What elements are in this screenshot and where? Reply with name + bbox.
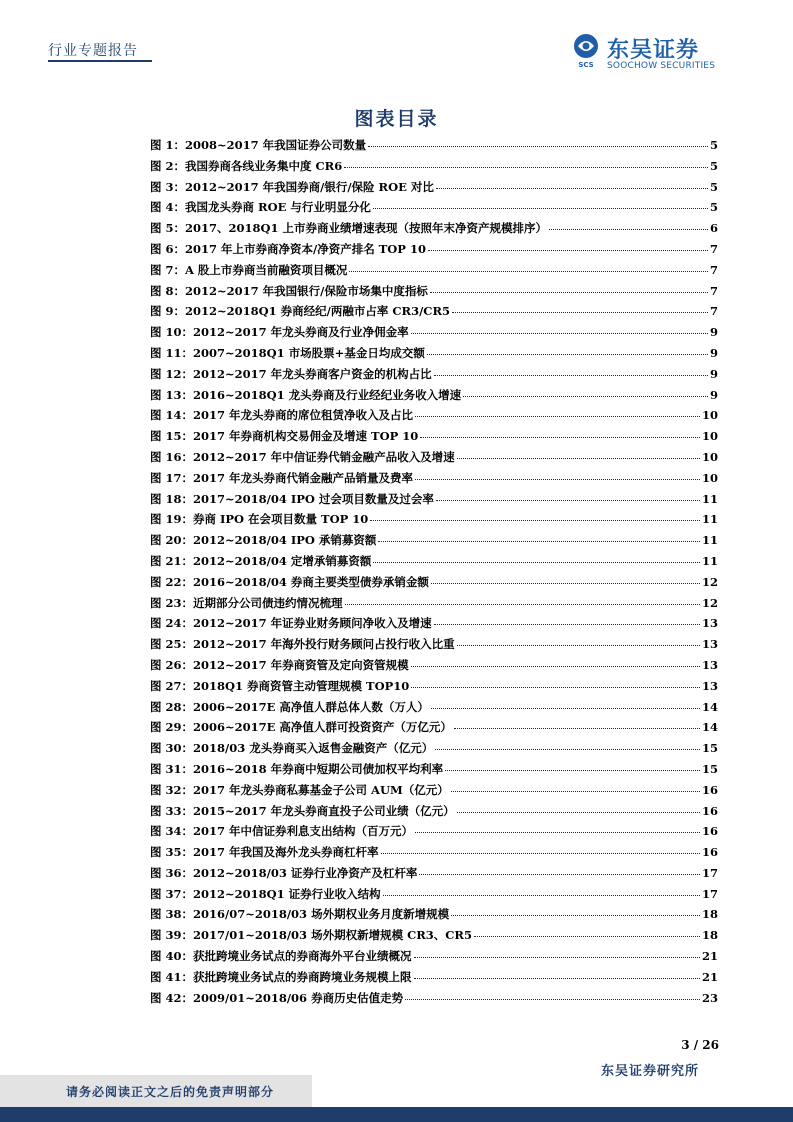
toc-leader-dots xyxy=(344,166,708,168)
toc-leader-dots xyxy=(349,270,708,272)
toc-entry-label: 图 19：券商 IPO 在会项目数量 TOP 10 xyxy=(150,512,369,527)
toc-entry-page: 13 xyxy=(701,657,718,672)
toc-entry-page: 11 xyxy=(701,553,718,568)
brand-abbr: SCS xyxy=(578,61,594,69)
toc-entry-label: 图 22：2016~2018/04 券商主要类型债券承销金额 xyxy=(150,574,429,589)
page-number: 3 / 26 xyxy=(681,1038,719,1052)
footer-strip xyxy=(0,1107,793,1122)
toc-entry-label: 图 1：2008~2017 年我国证券公司数量 xyxy=(150,138,367,152)
toc-entry-label: 图 35：2017 年我国及海外龙头券商杠杆率 xyxy=(150,845,379,860)
toc-entry-label: 图 7：A 股上市券商当前融资项目概况 xyxy=(150,262,348,277)
toc-entry-label: 图 36：2012~2018/03 证券行业净资产及杠杆率 xyxy=(150,865,418,880)
report-type-label: 行业专题报告 xyxy=(48,43,138,59)
toc-entry-page: 7 xyxy=(709,262,718,277)
toc-leader-dots xyxy=(381,852,700,854)
toc-entry-label: 图 42：2009/01~2018/06 券商历史估值走势 xyxy=(150,990,404,1005)
toc-entry-label: 图 23：近期部分公司债违约情况梳理 xyxy=(150,595,343,610)
toc-leader-dots xyxy=(457,644,700,646)
toc-entry-label: 图 2：我国券商各线业务集中度 CR6 xyxy=(150,158,343,173)
toc-leader-dots xyxy=(370,519,700,521)
toc-entry-label: 图 26：2012~2017 年券商资管及定向资管规模 xyxy=(150,657,409,672)
toc-entry-label: 图 3：2012~2017 年我国券商/银行/保险 ROE 对比 xyxy=(150,179,434,194)
header-underline xyxy=(48,60,152,62)
toc-entry-label: 图 31：2016~2018 年券商中短期公司债加权平均利率 xyxy=(150,761,444,776)
toc-entry-label: 图 12：2012~2017 年龙头券商客户资金的机构占比 xyxy=(150,366,432,381)
toc-leader-dots xyxy=(414,977,700,979)
toc-entry[interactable] xyxy=(150,449,718,470)
toc-leader-dots xyxy=(454,727,700,729)
toc-entry-page: 14 xyxy=(701,720,718,735)
toc-entry[interactable] xyxy=(150,865,718,886)
footer-disclaimer: 请务必阅读正文之后的免责声明部分 xyxy=(66,1085,275,1099)
toc-leader-dots xyxy=(368,145,708,147)
toc-entry[interactable] xyxy=(150,906,718,927)
toc-entry-label: 图 18：2017~2018/04 IPO 过会项目数量及过会率 xyxy=(150,491,434,506)
toc-entry[interactable] xyxy=(150,719,718,740)
toc-entry-page: 5 xyxy=(709,158,718,173)
brand-name-cn: 东吴证券 xyxy=(607,38,700,63)
toc-entry-page: 15 xyxy=(701,761,718,776)
institute-name: 东吴证券研究所 xyxy=(600,1064,699,1079)
toc-entry-page: 23 xyxy=(701,990,718,1005)
toc-entry[interactable] xyxy=(150,740,718,761)
toc-entry[interactable] xyxy=(150,199,718,220)
toc-entry[interactable] xyxy=(150,761,718,782)
toc-entry[interactable] xyxy=(150,636,718,657)
toc-entry-label: 图 27：2018Q1 券商资管主动管理规模 TOP10 xyxy=(150,678,410,693)
toc-leader-dots xyxy=(434,374,708,376)
toc-entry[interactable] xyxy=(150,782,718,803)
toc-leader-dots xyxy=(405,998,700,1000)
toc-leader-dots xyxy=(435,748,700,750)
toc-entry-label: 图 32：2017 年龙头券商私募基金子公司 AUM（亿元） xyxy=(150,782,449,797)
toc-entry[interactable] xyxy=(150,532,718,553)
toc-entry-label: 图 33：2015~2017 年龙头券商直投子公司业绩（亿元） xyxy=(150,803,455,818)
toc-leader-dots xyxy=(430,291,708,293)
toc-entry-page: 6 xyxy=(709,221,718,236)
toc-leader-dots xyxy=(415,831,700,833)
toc-entry[interactable] xyxy=(150,262,718,283)
toc-entry-label: 图 20：2012~2018/04 IPO 承销募资额 xyxy=(150,533,377,548)
toc-entry[interactable] xyxy=(150,657,718,678)
toc-leader-dots xyxy=(431,582,700,584)
toc-entry-page: 16 xyxy=(701,824,718,839)
toc-entry-page: 18 xyxy=(701,928,718,943)
toc-entry-label: 图 28：2006~2017E 高净值人群总体人数（万人） xyxy=(150,699,429,714)
toc-entry-label: 图 9：2012~2018Q1 券商经纪/两融市占率 CR3/CR5 xyxy=(150,304,451,319)
toc-entry-page: 10 xyxy=(701,449,718,464)
toc-entry[interactable] xyxy=(150,511,718,532)
toc-entry[interactable] xyxy=(150,553,718,574)
toc-entry-page: 12 xyxy=(701,574,718,589)
toc-entry-page: 11 xyxy=(701,533,718,548)
toc-entry-page: 12 xyxy=(701,595,718,610)
toc-entry[interactable] xyxy=(150,345,718,366)
toc-entry[interactable] xyxy=(150,615,718,636)
toc-entry-page: 10 xyxy=(701,408,718,423)
toc-leader-dots xyxy=(434,623,700,625)
toc-entry-page: 7 xyxy=(709,241,718,256)
toc-entry-page: 5 xyxy=(709,138,718,152)
toc-entry-page: 16 xyxy=(701,782,718,797)
toc-entry-label: 图 41：获批跨境业务试点的券商跨境业务规模上限 xyxy=(150,969,412,984)
toc-entry[interactable] xyxy=(150,823,718,844)
toc-entry-page: 11 xyxy=(701,512,718,527)
toc-entry-label: 图 29：2006~2017E 高净值人群可投资资产（万亿元） xyxy=(150,720,452,735)
toc-entry[interactable] xyxy=(150,491,718,512)
toc-leader-dots xyxy=(378,540,700,542)
toc-leader-dots xyxy=(445,769,700,771)
toc-leader-dots xyxy=(428,249,708,251)
toc-entry-page: 18 xyxy=(701,907,718,922)
toc-entry-page: 10 xyxy=(701,470,718,485)
toc-leader-dots xyxy=(420,436,700,438)
toc-entry[interactable] xyxy=(150,990,718,1011)
toc-entry[interactable] xyxy=(150,303,718,324)
toc-entry-label: 图 24：2012~2017 年证券业财务顾问净收入及增速 xyxy=(150,616,432,631)
toc-entry-label: 图 15：2017 年券商机构交易佣金及增速 TOP 10 xyxy=(150,429,419,444)
toc-leader-dots xyxy=(411,686,700,688)
toc-leader-dots xyxy=(436,187,708,189)
brand-logo xyxy=(571,33,731,73)
toc-leader-dots xyxy=(427,353,708,355)
toc-entry-page: 14 xyxy=(701,699,718,714)
toc-entry-page: 9 xyxy=(709,366,718,381)
toc-leader-dots xyxy=(436,499,700,501)
toc-entry[interactable] xyxy=(150,803,718,824)
brand-name-en: SOOCHOW SECURITIES xyxy=(607,61,716,71)
toc-entry-page: 16 xyxy=(701,803,718,818)
toc-entry-label: 图 11：2007~2018Q1 市场股票+基金日均成交额 xyxy=(150,345,425,360)
toc-entry-page: 9 xyxy=(709,345,718,360)
toc-leader-dots xyxy=(345,603,700,605)
toc-entry-page: 5 xyxy=(709,179,718,194)
toc-entry-page: 7 xyxy=(709,304,718,319)
toc-leader-dots xyxy=(474,935,700,937)
toc-entry[interactable] xyxy=(150,948,718,969)
toc-leader-dots xyxy=(373,561,700,563)
toc-leader-dots xyxy=(411,332,708,334)
toc-leader-dots xyxy=(451,790,700,792)
toc-entry-label: 图 14：2017 年龙头券商的席位租赁净收入及占比 xyxy=(150,408,414,423)
toc-entry[interactable] xyxy=(150,407,718,428)
toc-leader-dots xyxy=(373,207,708,209)
toc-entry-page: 9 xyxy=(709,387,718,402)
toc-entry[interactable] xyxy=(150,595,718,616)
toc-entry-page: 17 xyxy=(701,865,718,880)
toc-entry-page: 13 xyxy=(701,678,718,693)
toc-entry[interactable] xyxy=(150,678,718,699)
toc-leader-dots xyxy=(452,311,708,313)
toc-entry-label: 图 13：2016~2018Q1 龙头券商及行业经纪业务收入增速 xyxy=(150,387,462,402)
toc-leader-dots xyxy=(457,811,700,813)
toc-entry[interactable] xyxy=(150,241,718,262)
toc-entry[interactable] xyxy=(150,470,718,491)
toc-entry[interactable] xyxy=(150,387,718,408)
toc-entry[interactable] xyxy=(150,220,718,241)
toc-entry-label: 图 40：获批跨境业务试点的券商海外平台业绩概况 xyxy=(150,949,412,964)
toc-entry-page: 17 xyxy=(701,886,718,901)
toc-entry-label: 图 4：我国龙头券商 ROE 与行业明显分化 xyxy=(150,200,371,215)
toc-entry-label: 图 30：2018/03 龙头券商买入返售金融资产（亿元） xyxy=(150,741,434,756)
toc-entry-label: 图 6：2017 年上市券商净资本/净资产排名 TOP 10 xyxy=(150,241,426,256)
toc-entry[interactable] xyxy=(150,699,718,720)
toc-leader-dots xyxy=(415,478,700,480)
toc-entry-page: 15 xyxy=(701,741,718,756)
toc-entry[interactable] xyxy=(150,158,718,179)
toc-entry[interactable] xyxy=(150,574,718,595)
toc-entry-label: 图 17：2017 年龙头券商代销金融产品销量及费率 xyxy=(150,470,414,485)
figure-toc-list xyxy=(150,137,718,1010)
toc-entry-page: 13 xyxy=(701,637,718,652)
toc-entry-label: 图 10：2012~2017 年龙头券商及行业净佣金率 xyxy=(150,325,409,340)
toc-entry-label: 图 5：2017、2018Q1 上市券商业绩增速表现（按照年末净资产规模排序） xyxy=(150,221,548,236)
toc-leader-dots xyxy=(463,395,708,397)
toc-entry-page: 21 xyxy=(701,949,718,964)
toc-entry[interactable] xyxy=(150,428,718,449)
toc-entry-label: 图 25：2012~2017 年海外投行财务顾问占投行收入比重 xyxy=(150,637,455,652)
toc-entry-label: 图 16：2012~2017 年中信证券代销金融产品收入及增速 xyxy=(150,449,455,464)
toc-entry-label: 图 39：2017/01~2018/03 场外期权新增规模 CR3、CR5 xyxy=(150,928,472,943)
toc-leader-dots xyxy=(457,457,700,459)
toc-entry-label: 图 34：2017 年中信证券利息支出结构（百万元） xyxy=(150,824,414,839)
toc-leader-dots xyxy=(431,707,700,709)
toc-leader-dots xyxy=(414,956,700,958)
toc-entry-page: 11 xyxy=(701,491,718,506)
toc-entry-label: 图 8：2012~2017 年我国银行/保险市场集中度指标 xyxy=(150,283,428,298)
toc-leader-dots xyxy=(451,914,700,916)
toc-entry-page: 7 xyxy=(709,283,718,298)
toc-entry-page: 10 xyxy=(701,429,718,444)
toc-entry[interactable] xyxy=(150,366,718,387)
toc-entry[interactable] xyxy=(150,283,718,304)
toc-entry[interactable] xyxy=(150,927,718,948)
toc-entry[interactable] xyxy=(150,324,718,345)
toc-entry[interactable] xyxy=(150,969,718,990)
toc-leader-dots xyxy=(383,894,700,896)
toc-entry-label: 图 21：2012~2018/04 定增承销募资额 xyxy=(150,553,372,568)
toc-entry-label: 图 38：2016/07~2018/03 场外期权业务月度新增规模 xyxy=(150,907,450,922)
soochow-logo-icon xyxy=(571,33,601,63)
toc-entry-page: 21 xyxy=(701,969,718,984)
toc-leader-dots xyxy=(415,415,700,417)
toc-entry-page: 9 xyxy=(709,325,718,340)
toc-entry-label: 图 37：2012~2018Q1 证券行业收入结构 xyxy=(150,886,381,901)
toc-leader-dots xyxy=(411,665,700,667)
toc-entry-page: 5 xyxy=(709,200,718,215)
toc-entry[interactable] xyxy=(150,844,718,865)
page-title: 图表目录 xyxy=(354,108,439,130)
toc-entry[interactable] xyxy=(150,179,718,200)
toc-entry[interactable] xyxy=(150,137,718,158)
toc-leader-dots xyxy=(549,228,708,230)
toc-leader-dots xyxy=(419,873,700,875)
toc-entry-page: 16 xyxy=(701,845,718,860)
toc-entry-page: 13 xyxy=(701,616,718,631)
toc-entry[interactable] xyxy=(150,886,718,907)
